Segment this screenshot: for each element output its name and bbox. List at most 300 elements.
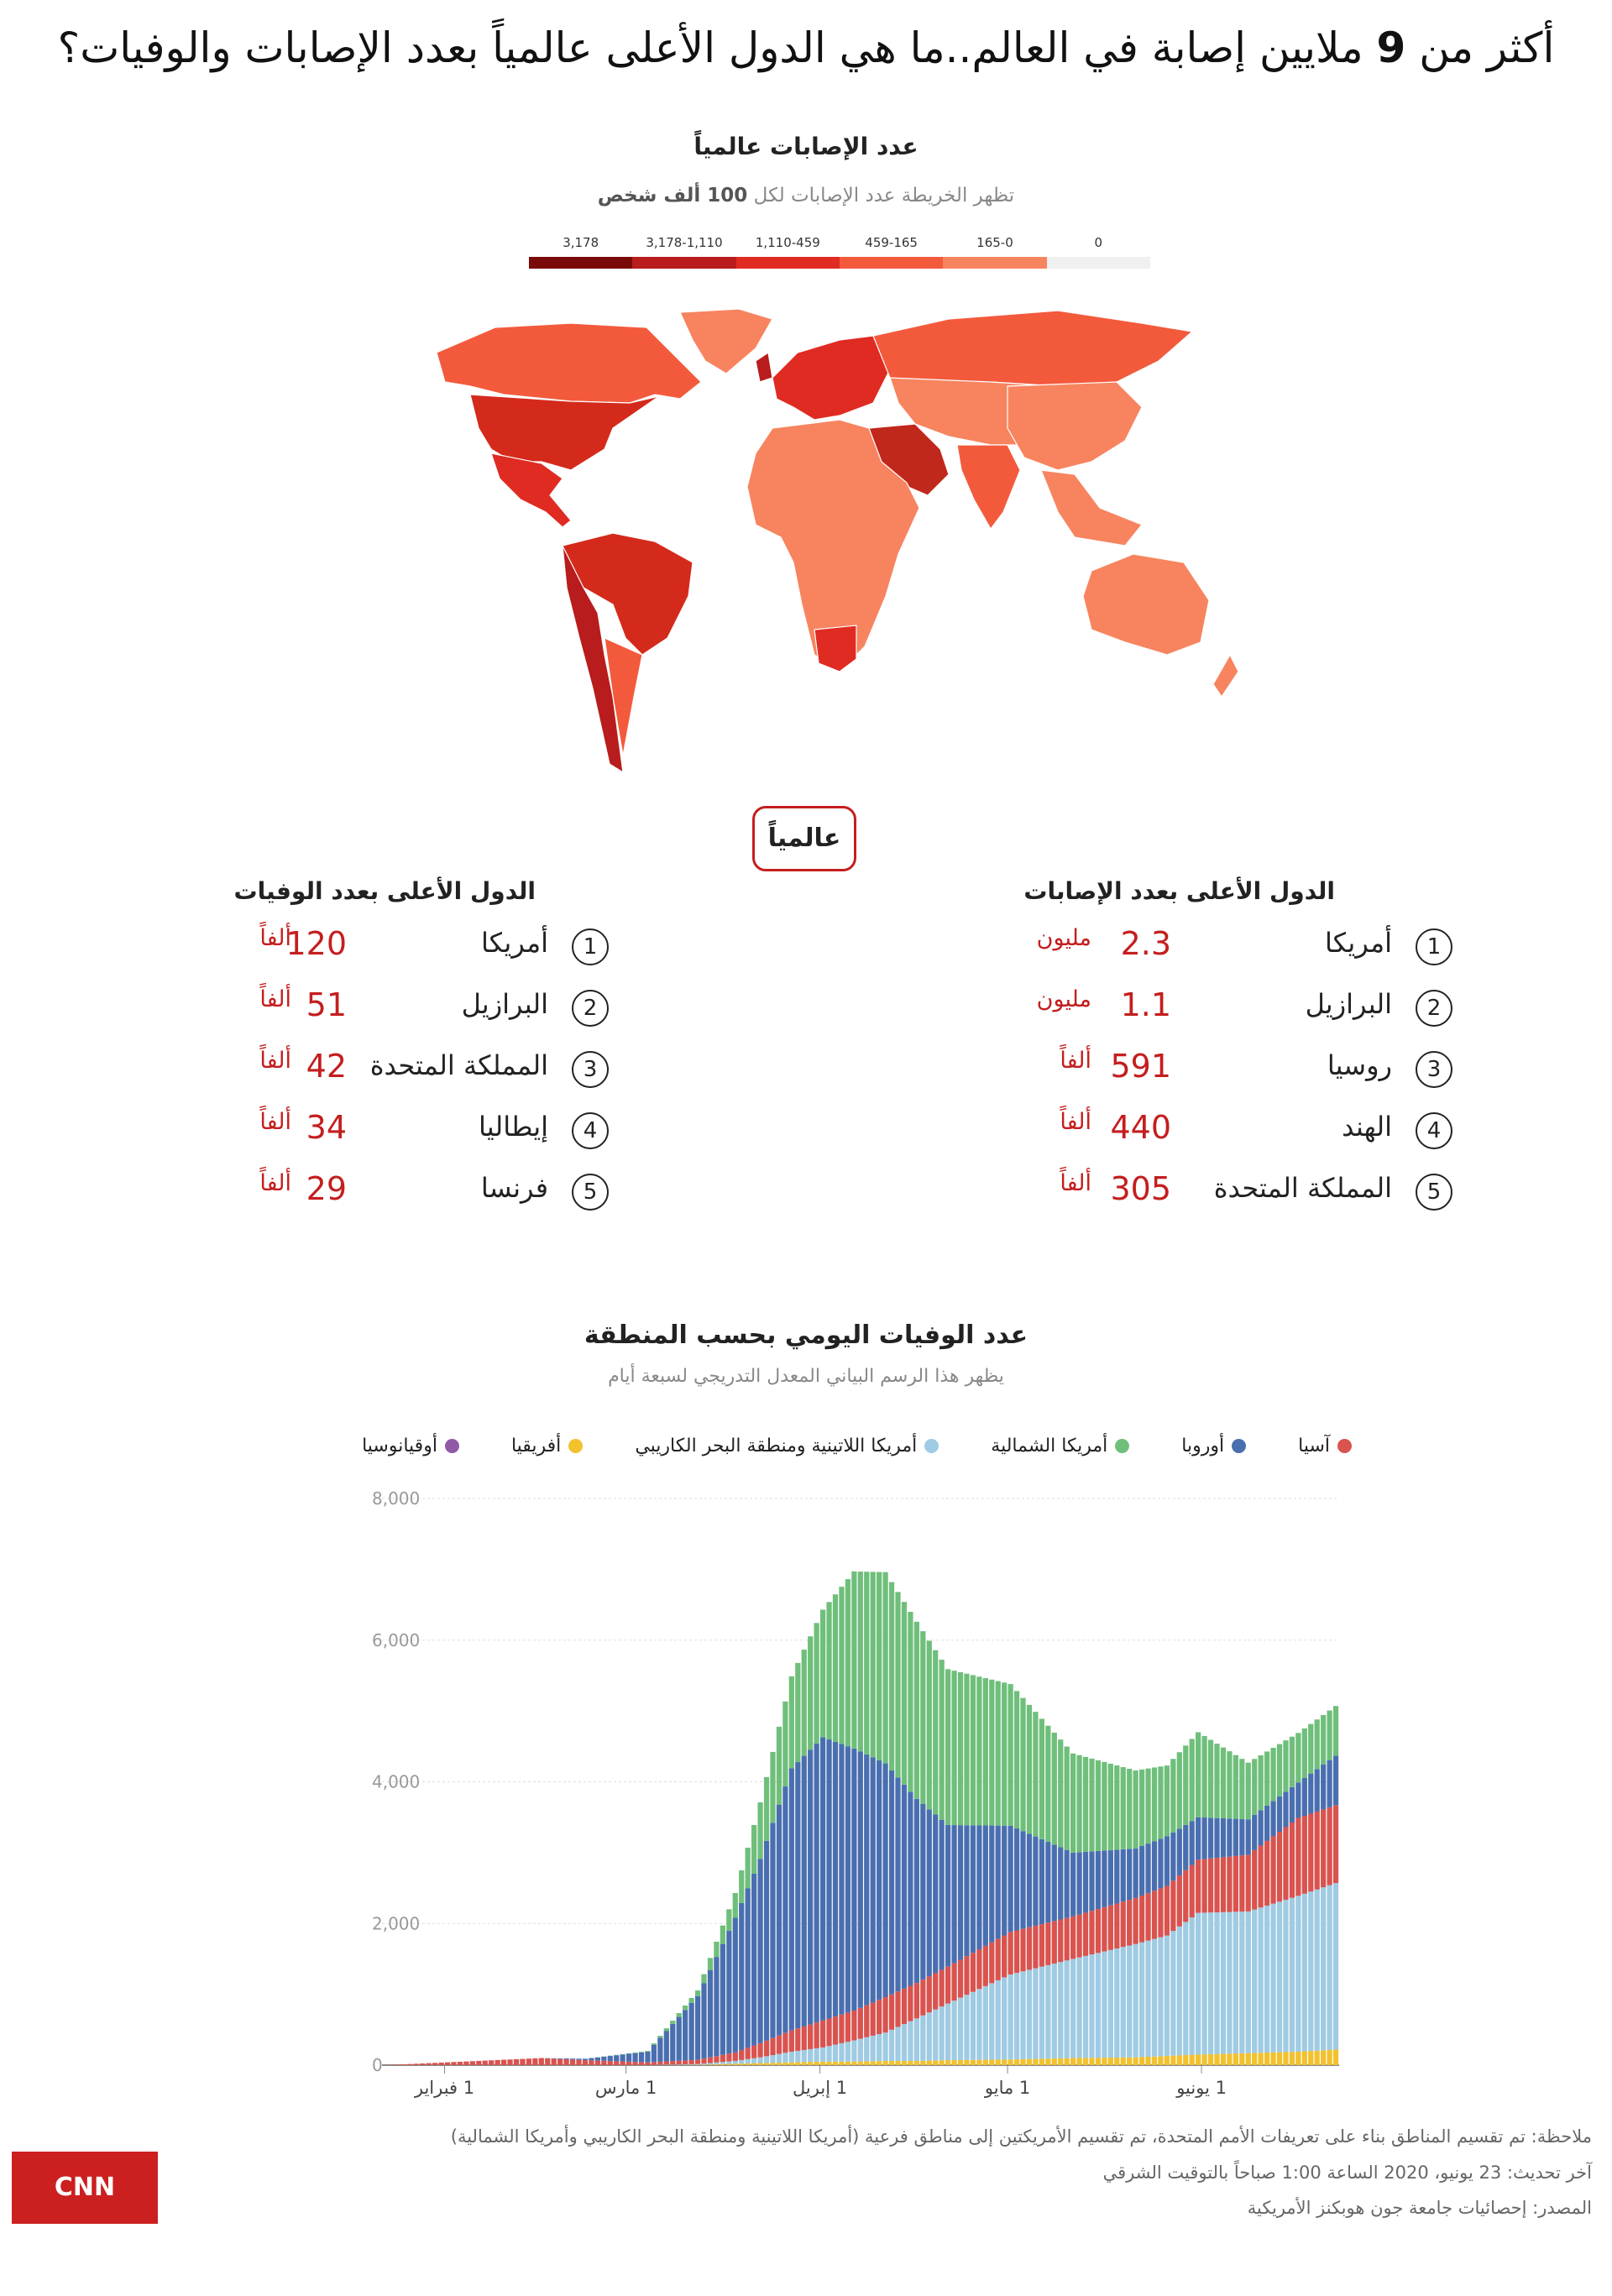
bar-segment (1183, 1922, 1188, 2055)
bar-segment (757, 2063, 762, 2065)
bar-segment (677, 2061, 682, 2064)
bar-segment (1058, 1847, 1063, 1919)
cases-row (848, 983, 1452, 1033)
bar-segment (720, 2062, 725, 2064)
bar-segment (826, 2018, 831, 2046)
cases-row (848, 1167, 1452, 1217)
country-name: إيطاليا (479, 1111, 548, 1143)
daily-deaths-chart (319, 1477, 1352, 2107)
bar-segment (1239, 1855, 1244, 1912)
bar-segment (520, 2059, 525, 2065)
legend-label: أوروبا (1181, 1436, 1224, 1457)
bar-segment (939, 1820, 945, 1970)
legend-bin-label: 459-165 (840, 235, 943, 250)
bar-segment (945, 1669, 950, 1825)
bar-segment (1259, 1810, 1264, 1845)
bar-segment (858, 2062, 863, 2065)
x-tick-label: 1 يونيو (1175, 2078, 1227, 2098)
bar-segment (1214, 1912, 1219, 2054)
bar-segment (1270, 1748, 1275, 1801)
legend-bin-swatch (840, 257, 943, 269)
bar-segment (1096, 1909, 1101, 1953)
legend-bin-label: 3,178-1,110 (632, 235, 735, 250)
bar-segment (908, 2061, 913, 2065)
bar-segment (1027, 1927, 1032, 1970)
bar-segment (1252, 1815, 1257, 1850)
bar-segment (1177, 2055, 1182, 2065)
bar-segment (808, 2025, 813, 2049)
bar-segment (782, 1702, 788, 1786)
y-tick-label: 2,000 (372, 1913, 420, 1933)
bar-segment (1290, 1823, 1295, 1898)
bar-segment (726, 1909, 731, 1931)
bar-segment (639, 2062, 644, 2065)
bar-segment (545, 2058, 550, 2065)
bar-segment (1327, 2050, 1332, 2065)
region-new-zealand[interactable] (1213, 655, 1238, 697)
bar-segment (595, 2061, 600, 2065)
region-china[interactable] (1008, 382, 1142, 470)
legend-bin (632, 233, 735, 269)
bar-segment (739, 2060, 744, 2063)
bar-segment (1246, 1854, 1251, 1912)
bar-segment (1295, 1733, 1301, 1782)
legend-bin-swatch (632, 257, 735, 269)
bar-segment (1196, 2054, 1201, 2065)
bar-segment (695, 2060, 700, 2064)
bar-segment (833, 2045, 838, 2062)
bar-segment (1302, 1816, 1307, 1894)
bar-segment (1152, 2057, 1157, 2065)
bar-segment (1283, 1791, 1288, 1827)
title-suffix: ملايين إصابة في العالم..ما هي الدول الأعلى عالمياً بعدد الإصابات والوفيات؟ (58, 24, 1377, 72)
bar-segment (1114, 1765, 1119, 1849)
bar-segment (1045, 1965, 1050, 2058)
bar-segment (1321, 1809, 1326, 1887)
bar-segment (777, 2054, 782, 2063)
bar-segment (1076, 1755, 1081, 1853)
bar-segment (1270, 1904, 1275, 2053)
bar-segment (1295, 1782, 1301, 1817)
bar-segment (657, 2036, 662, 2037)
legend-bin-label: 3,178 (529, 235, 632, 250)
bar-segment (1170, 2056, 1175, 2065)
legend-bin-label: 1,110-459 (736, 235, 840, 250)
bar-segment (1201, 1817, 1206, 1859)
bar-segment (789, 1768, 794, 2030)
bar-segment (808, 1749, 813, 2024)
bar-segment (1177, 1875, 1182, 1927)
stat-value: 34 (306, 1109, 347, 1146)
bar-segment (1065, 2058, 1070, 2065)
region-india[interactable] (957, 445, 1020, 529)
bar-segment (1121, 1901, 1126, 1947)
region-australia[interactable] (1083, 554, 1209, 655)
bar-segment (1008, 1932, 1013, 1974)
bar-segment (976, 2060, 981, 2065)
bar-segment (583, 2060, 588, 2065)
map-land (437, 309, 1238, 772)
bar-segment (1033, 1837, 1038, 1926)
top-deaths-title: الدول الأعلى بعدد الوفيات (233, 877, 536, 905)
bar-segment (1239, 1759, 1244, 1819)
bar-segment (1239, 1912, 1244, 2053)
bar-segment (858, 2008, 863, 2039)
bar-segment (714, 1957, 719, 2056)
bar-segment (708, 2063, 713, 2064)
bar-segment (1145, 1941, 1150, 2057)
bar-segment (1264, 1806, 1269, 1841)
bar-segment (726, 2064, 731, 2065)
bar-segment (802, 2027, 807, 2050)
bar-segment (877, 1572, 882, 1760)
bar-segment (1270, 2053, 1275, 2065)
bar-segment (1158, 1888, 1163, 1937)
bar-segment (1145, 1893, 1150, 1941)
bar-segment (1183, 1745, 1188, 1825)
bar-segment (1108, 2058, 1113, 2065)
bar-segment (1277, 1901, 1282, 2052)
bar-segment (1201, 1736, 1206, 1817)
bar-segment (864, 1755, 869, 2006)
bar-segment (958, 1998, 963, 2060)
bar-segment (1201, 1912, 1206, 2054)
bar-segment (1302, 2052, 1307, 2065)
bar-segment (626, 2054, 631, 2062)
region-south-africa[interactable] (814, 625, 856, 672)
bar-segment (601, 2057, 606, 2061)
bar-segment (614, 2061, 619, 2065)
bar-segment (1221, 1818, 1226, 1857)
bar-segment (1308, 1724, 1313, 1774)
bar-segment (1333, 2049, 1338, 2065)
bar-segment (1083, 1852, 1088, 1913)
bar-segment (1165, 1765, 1170, 1836)
legend-bin (736, 233, 840, 269)
bar-segment (1227, 1818, 1232, 1856)
bar-segment (1108, 1950, 1113, 2058)
bar-segment (483, 2061, 488, 2065)
bar-segment (1290, 1898, 1295, 2053)
x-tick-label: 1 مايو (984, 2078, 1030, 2098)
bar-segment (1152, 1939, 1157, 2057)
bar-segment (438, 2063, 443, 2065)
bar-segment (670, 2061, 675, 2064)
bar-segment (1315, 1769, 1320, 1812)
bar-segment (1121, 1947, 1126, 2058)
bar-segment (933, 1814, 938, 1973)
bar-segment (1139, 2057, 1144, 2065)
bar-segment (814, 2062, 819, 2065)
bar-segment (1139, 1846, 1144, 1896)
bar-segment (1008, 1974, 1013, 2059)
bar-segment (1190, 1821, 1195, 1865)
bar-segment (920, 1980, 925, 2016)
bar-segment (757, 1802, 762, 1859)
x-tick-label: 1 مارس (595, 2078, 657, 2098)
bar-segment (1201, 2054, 1206, 2065)
bar-segment (820, 2048, 825, 2062)
rank-badge: 4 (572, 1112, 609, 1149)
cnn-arabic-logo[interactable]: CNN بالعربية (12, 2152, 158, 2224)
rank-badge: 2 (572, 990, 609, 1027)
bar-segment (764, 2063, 769, 2065)
bar-segment (920, 1631, 925, 1804)
region-russia[interactable] (873, 311, 1192, 386)
bar-segment (539, 2058, 544, 2065)
bar-segment (858, 1572, 863, 1751)
bar-segment (983, 1825, 988, 1945)
bar-segment (720, 2064, 725, 2065)
bar-segment (764, 1777, 769, 1841)
bar-segment (777, 1727, 782, 1805)
bar-segment (1065, 1960, 1070, 2058)
bar-segment (1014, 1973, 1019, 2059)
bar-segment (751, 2046, 756, 2058)
bar-segment (1033, 1926, 1038, 1969)
bar-segment (1065, 1746, 1070, 1849)
bar-segment (802, 1650, 807, 1756)
bar-segment (933, 2010, 938, 2061)
bar-segment (833, 2062, 838, 2065)
bar-segment (770, 2063, 775, 2065)
bar-segment (945, 1967, 950, 2004)
bar-segment (782, 1786, 788, 2033)
bar-segment (814, 2022, 819, 2048)
bar-segment (845, 1746, 850, 2012)
legend-item[interactable] (362, 1436, 459, 1457)
bar-segment (839, 2015, 844, 2043)
bar-segment (958, 1825, 963, 1959)
region-uk[interactable] (756, 353, 772, 382)
bar-segment (851, 2040, 856, 2061)
bar-segment (927, 2061, 932, 2065)
country-name: روسيا (1327, 1049, 1392, 1081)
rank-badge: 1 (572, 928, 609, 965)
bar-segment (1039, 1718, 1044, 1838)
bar-segment (1089, 1954, 1094, 2058)
bar-segment (1259, 2053, 1264, 2065)
bar-segment (507, 2059, 512, 2065)
bar-segment (895, 2027, 900, 2061)
bar-segment (1102, 1952, 1107, 2058)
bar-segment (589, 2060, 594, 2065)
bar-segment (839, 1587, 844, 1744)
bar-segment (445, 2063, 450, 2065)
bar-segment (989, 2060, 994, 2065)
bar-segment (1333, 1805, 1338, 1883)
bar-segment (652, 2043, 657, 2045)
bar-segment (1002, 1682, 1007, 1825)
bar-segment (1096, 2058, 1101, 2065)
legend-item[interactable] (635, 1436, 939, 1457)
deaths-row (4, 922, 609, 972)
legend-item[interactable] (991, 1436, 1129, 1457)
bar-segment (645, 2063, 650, 2065)
bar-segment (1308, 1891, 1313, 2051)
bar-segment (739, 2050, 744, 2060)
country-name: المملكة المتحدة (1214, 1172, 1392, 1204)
bar-segment (951, 2060, 956, 2065)
bar-segment (1089, 1759, 1094, 1852)
bar-segment (458, 2062, 463, 2065)
stat-value: 591 (1110, 1048, 1171, 1085)
legend-bin (943, 233, 1046, 269)
bar-segment (1196, 1913, 1201, 2055)
bar-segment (1033, 1712, 1038, 1837)
bar-segment (808, 1636, 813, 1749)
bar-segment (864, 1572, 869, 1755)
bar-segment (1333, 1706, 1338, 1755)
bar-segment (1233, 1755, 1238, 1819)
bar-segment (971, 1825, 976, 1953)
stat-value: 440 (1110, 1109, 1171, 1146)
bar-segment (920, 2061, 925, 2065)
page-title (50, 24, 1562, 72)
bar-segment (826, 1739, 831, 2018)
bar-segment (401, 2064, 406, 2065)
bar-segment (1277, 1832, 1282, 1901)
bar-segment (1290, 1737, 1295, 1787)
bar-segment (1321, 2050, 1326, 2065)
bar-segment (639, 2053, 644, 2063)
bar-segment (701, 1974, 706, 1984)
bar-segment (1114, 1948, 1119, 2058)
bar-segment (1214, 1858, 1219, 1912)
bar-segment (614, 2055, 619, 2061)
bar-segment (652, 2062, 657, 2065)
bar-segment (1039, 2058, 1044, 2065)
legend-bin-swatch (736, 257, 840, 269)
bar-segment (1039, 1924, 1044, 1967)
bar-segment (1058, 1920, 1063, 1963)
bar-segment (1190, 1865, 1195, 1917)
bar-segment (826, 2046, 831, 2062)
cases-row (848, 1106, 1452, 1156)
bar-segment (808, 2062, 813, 2065)
country-name: المملكة المتحدة (370, 1049, 548, 1081)
bar-segment (726, 2062, 731, 2064)
bar-segment (1158, 1766, 1163, 1838)
stat-unit: ألفاً (1060, 1048, 1091, 1074)
bar-segment (1221, 1912, 1226, 2054)
stat-value: 305 (1110, 1170, 1171, 1207)
bar-segment (739, 1903, 744, 2050)
bar-segment (1252, 1910, 1257, 2053)
legend-item[interactable] (1181, 1436, 1246, 1457)
legend-item[interactable] (1298, 1436, 1352, 1457)
bar-segment (789, 2031, 794, 2052)
bar-segment (1308, 2051, 1313, 2065)
bar-segment (877, 2000, 882, 2034)
region-southeast-asia[interactable] (1041, 470, 1142, 546)
bar-segment (1020, 1929, 1025, 1972)
rank-badge: 3 (572, 1051, 609, 1088)
legend-item[interactable] (511, 1436, 583, 1457)
bar-segment (1165, 1836, 1170, 1885)
bar-segment (951, 1964, 956, 2001)
bar-segment (1208, 1859, 1213, 1912)
bar-segment (1264, 2053, 1269, 2065)
bar-segment (1214, 1818, 1219, 1858)
bar-segment (795, 2062, 800, 2065)
bar-segment (645, 2052, 650, 2063)
bar-segment (1096, 1760, 1101, 1851)
bar-segment (708, 1958, 713, 1969)
bar-segment (1070, 1959, 1076, 2058)
bar-segment (1127, 2058, 1132, 2065)
bar-segment (845, 2062, 850, 2065)
bar-segment (933, 1650, 938, 1815)
region-canada[interactable] (437, 323, 701, 403)
bar-segment (789, 2052, 794, 2063)
bar-segment (1158, 1938, 1163, 2057)
bar-segment (733, 2063, 738, 2065)
region-europe[interactable] (772, 336, 890, 420)
bar-segment (1321, 1765, 1326, 1809)
bar-segment (714, 2064, 719, 2065)
bar-segment (720, 1926, 725, 1944)
bar-segment (620, 2062, 625, 2065)
bar-segment (420, 2063, 425, 2065)
bar-segment (1145, 1844, 1150, 1893)
bar-segment (739, 1870, 744, 1903)
bar-segment (677, 2017, 682, 2061)
bar-segment (964, 2060, 969, 2065)
bar-segment (889, 1770, 894, 1995)
bar-segment (1239, 2053, 1244, 2065)
bar-segment (1233, 1912, 1238, 2053)
bar-segment (1270, 1836, 1275, 1903)
bar-segment (501, 2060, 506, 2065)
bar-segment (1315, 1890, 1320, 2051)
bar-segment (1302, 1894, 1307, 2052)
bar-segment (1058, 2058, 1063, 2065)
bar-segment (1165, 1886, 1170, 1936)
bar-segment (1052, 1964, 1057, 2058)
bar-segment (951, 1671, 956, 1825)
bar-segment (945, 2060, 950, 2065)
bar-segment (971, 2060, 976, 2065)
bar-segment (976, 1949, 981, 1989)
bar-segment (626, 2062, 631, 2065)
bar-segment (1208, 1740, 1213, 1818)
bar-segment (1139, 1896, 1144, 1943)
legend-bin (1047, 233, 1150, 269)
bar-segment (983, 1678, 988, 1826)
bar-segment (845, 2042, 850, 2062)
bar-segment (708, 2064, 713, 2065)
bar-segment (782, 2063, 788, 2065)
bar-segment (620, 2054, 625, 2055)
bar-segment (688, 2060, 693, 2064)
bar-segment (751, 1825, 756, 1874)
country-name: الهند (1342, 1111, 1392, 1143)
bar-segment (1302, 1729, 1307, 1778)
bar-segment (914, 2018, 919, 2061)
bar-segment (945, 1825, 950, 1967)
bar-segment (989, 1943, 994, 1984)
bar-segment (757, 2043, 762, 2058)
bar-segment (1133, 1898, 1138, 1944)
bar-segment (652, 2045, 657, 2063)
bar-segment (708, 2058, 713, 2063)
bar-segment (1321, 1715, 1326, 1765)
bar-segment (908, 2021, 913, 2061)
bar-segment (1177, 1752, 1182, 1828)
bar-segment (951, 1825, 956, 1964)
bar-segment (908, 1791, 913, 1985)
